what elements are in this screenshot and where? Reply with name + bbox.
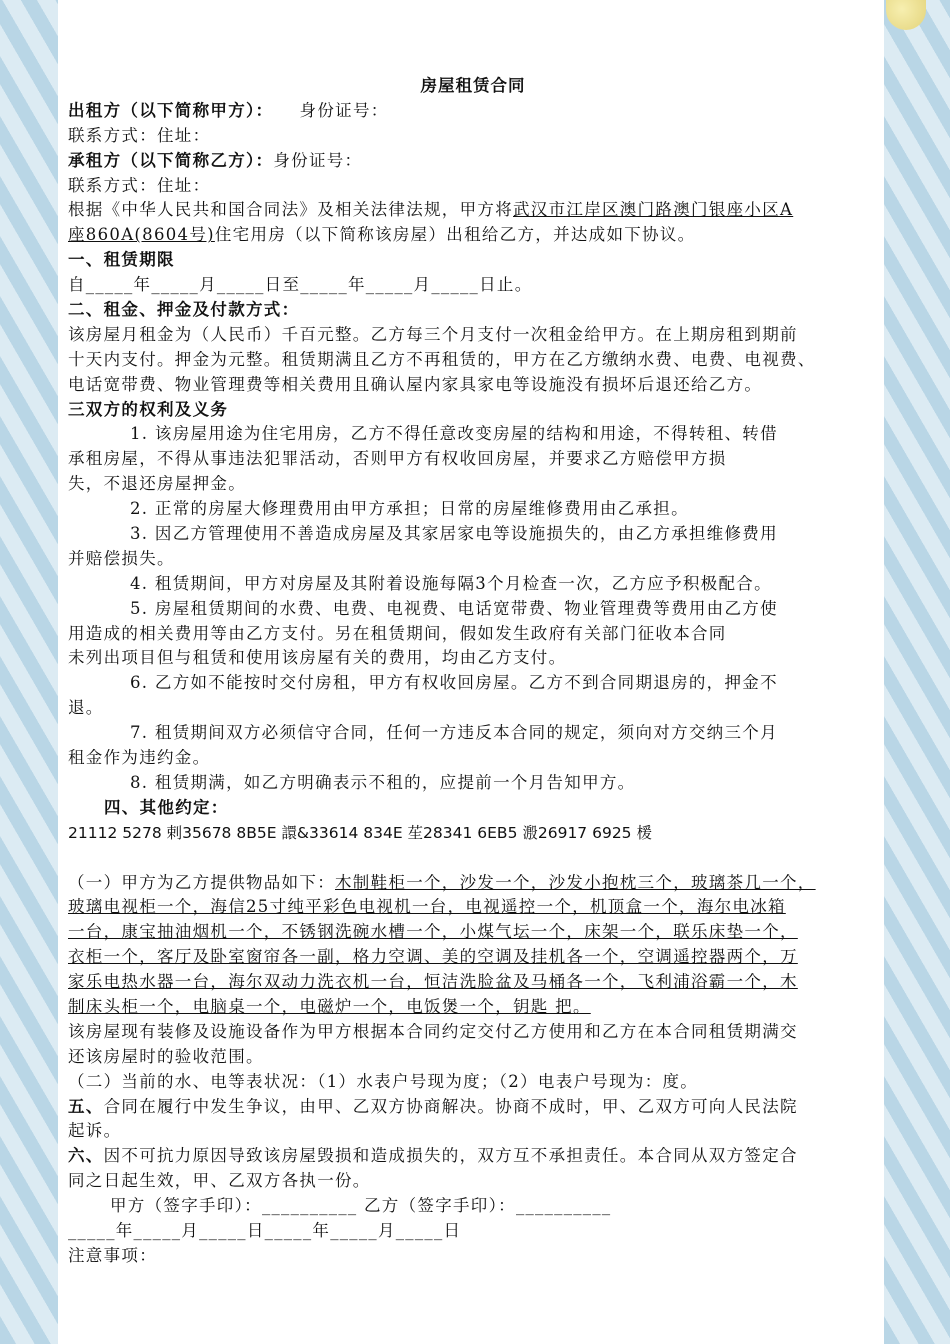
meter-line: （二）当前的水、电等表状况：（1）水表户号现为度；（2）电表户号现为：度。 (68, 1071, 699, 1091)
section-6-line-1 (68, 1144, 878, 1169)
section-3-heading: 三双方的权利及义务 (68, 399, 229, 419)
lessee-label: 承租方（以下简称乙方）： (68, 150, 274, 170)
rent-line: 该房屋月租金为（人民币）千百元整。乙方每三个月支付一次租金给甲方。在上期房租到期前 (68, 324, 798, 344)
signature-line: 甲方（签字手印）：__________ 乙方（签字手印）：__________ (110, 1196, 612, 1216)
section-6-line-2: 同之日起生效，甲、乙双方各执一份。 (68, 1171, 371, 1191)
scope-line: 还该房屋时的验收范围。 (68, 1046, 264, 1066)
lessee-contact: 联系方式：住址： (68, 175, 211, 195)
section-1-heading: 一、租赁期限 (68, 250, 175, 270)
notes-label: 注意事项： (68, 1245, 157, 1265)
lessor-line (68, 99, 878, 124)
lessee-line (68, 149, 878, 174)
section-2-heading: 二、租金、押金及付款方式： (68, 300, 300, 320)
items-line: 一台，康宝抽油烟机一个，不锈钢洗碗水槽一个，小煤气坛一个，床架一个，联乐床垫一个， (68, 922, 798, 942)
background-right (884, 0, 950, 1344)
duty-item-7-cont: 租金作为违约金。 (68, 748, 211, 768)
lessee-id-label: 身份证号： (273, 150, 363, 170)
items-line-1 (68, 871, 878, 896)
document-title: 房屋租赁合同 (420, 76, 526, 95)
section-4-heading: 四、其他约定： (104, 797, 229, 817)
blank-spacer (68, 846, 878, 871)
items-line: 衣柜一个，客厅及卧室窗帘各一副，格力空调、美的空调及挂机各一个，空调遥控器两个，万 (68, 947, 798, 967)
duty-item-8: 8. 租赁期满，如乙方明确表示不租的，应提前一个月告知甲方。 (130, 772, 636, 792)
duty-item-6-cont: 退。 (68, 698, 104, 718)
lessor-id-label: 身份证号： (299, 100, 389, 120)
duty-item-4: 4. 租赁期间，甲方对房屋及其附着设施每隔3个月检查一次，乙方应予积极配合。 (130, 573, 772, 593)
duty-item-7: 7. 租赁期间双方必须信守合同，任何一方违反本合同的规定，须向对方交纳三个月 (130, 723, 778, 743)
duty-item-1-cont: 承租房屋，不得从事违法犯罪活动，否则甲方有权收回房屋，并要求乙方赔偿甲方损 (68, 449, 727, 469)
duty-item-3-cont: 并赔偿损失。 (68, 548, 175, 568)
duty-item-6: 6. 乙方如不能按时交付房租，甲方有权收回房屋。乙方不到合同期退房的，押金不 (130, 673, 778, 693)
items-line: 制床头柜一个，电脑桌一个，电磁炉一个，电饭煲一个，钥匙 把。 (68, 996, 591, 1016)
items-text: 木制鞋柜一个，沙发一个，沙发小抱枕三个，玻璃茶几一个， (335, 872, 816, 892)
items-line: 玻璃电视柜一个，海信25寸纯平彩色电视机一台，电视遥控一个，机顶盒一个，海尔电冰箱 (68, 897, 786, 917)
property-address-2: 座860A(8604号) (68, 225, 215, 245)
duty-item-5: 5. 房屋租赁期间的水费、电费、电视费、电话宽带费、物业管理费等费用由乙方使 (130, 598, 778, 618)
signature-date-line: _____年_____月_____日_____年_____月_____日 (68, 1220, 462, 1240)
property-address-1: 武汉市江岸区澳门路澳门银座小区A (513, 200, 794, 220)
rent-line: 十天内支付。押金为元整。租赁期满且乙方不再租赁的，甲方在乙方缴纳水费、电费、电视费、 (68, 349, 816, 369)
section-6-text: 因不可抗力原因导致该房屋毁损和造成损失的，双方互不承担责任。本合同从双方签定合 (103, 1146, 798, 1166)
scope-line: 该房屋现有装修及设施设备作为甲方根据本合同约定交付乙方使用和乙方在本合同租赁期满交 (68, 1021, 798, 1041)
duty-item-1-cont: 失，不退还房屋押金。 (68, 474, 246, 494)
items-prefix: （一）甲方为乙方提供物品如下： (68, 872, 335, 892)
duty-item-5-cont: 用造成的相关费用等由乙方支付。另在租赁期间，假如发生政府有关部门征收本合同 (68, 623, 727, 643)
code-line: 21112 5278 剌35678 8B5E 譞&33614 834E 苼28341 6EB5 溵26917 6925 楥 (68, 823, 652, 842)
section-5-number: 五、 (68, 1096, 104, 1116)
section-5-line-1 (68, 1095, 878, 1120)
document-page (58, 0, 884, 1344)
lessor-label: 出租方（以下简称甲方）： (68, 100, 274, 120)
intro-prefix: 根据《中华人民共和国合同法》及相关法律法规，甲方将 (68, 200, 513, 220)
intro-suffix: 住宅用房（以下简称该房屋）出租给乙方，并达成如下协议。 (214, 225, 696, 245)
section-5-text: 合同在履行中发生争议，由甲、乙双方协商解决。协商不成时，甲、乙双方可向人民法院 (103, 1096, 798, 1116)
contract-content (68, 74, 878, 1269)
background-left (0, 0, 58, 1344)
duty-item-5-cont: 未列出项目但与租赁和使用该房屋有关的费用，均由乙方支付。 (68, 648, 567, 668)
section-5-line-2: 起诉。 (68, 1121, 122, 1141)
duty-item-3: 3. 因乙方管理使用不善造成房屋及其家居家电等设施损失的，由乙方承担维修费用 (130, 524, 778, 544)
rent-line: 电话宽带费、物业管理费等相关费用且确认屋内家具家电等设施没有损坏后退还给乙方。 (68, 374, 763, 394)
duty-item-1: 1. 该房屋用途为住宅用房，乙方不得任意改变房屋的结构和用途，不得转租、转借 (130, 424, 778, 444)
lease-term-line: 自_____年_____月_____日至_____年_____月_____日止。 (68, 275, 533, 295)
intro-line-1 (68, 198, 878, 223)
lessor-contact: 联系方式：住址： (68, 125, 211, 145)
items-line: 家乐电热水器一台，海尔双动力洗衣机一台，恒洁洗脸盆及马桶各一个，飞利浦浴霸一个，木 (68, 972, 798, 992)
duty-item-2: 2. 正常的房屋大修理费用由甲方承担；日常的房屋维修费用由乙承担。 (130, 499, 689, 519)
intro-line-2 (68, 223, 878, 248)
section-6-number: 六、 (68, 1146, 104, 1166)
